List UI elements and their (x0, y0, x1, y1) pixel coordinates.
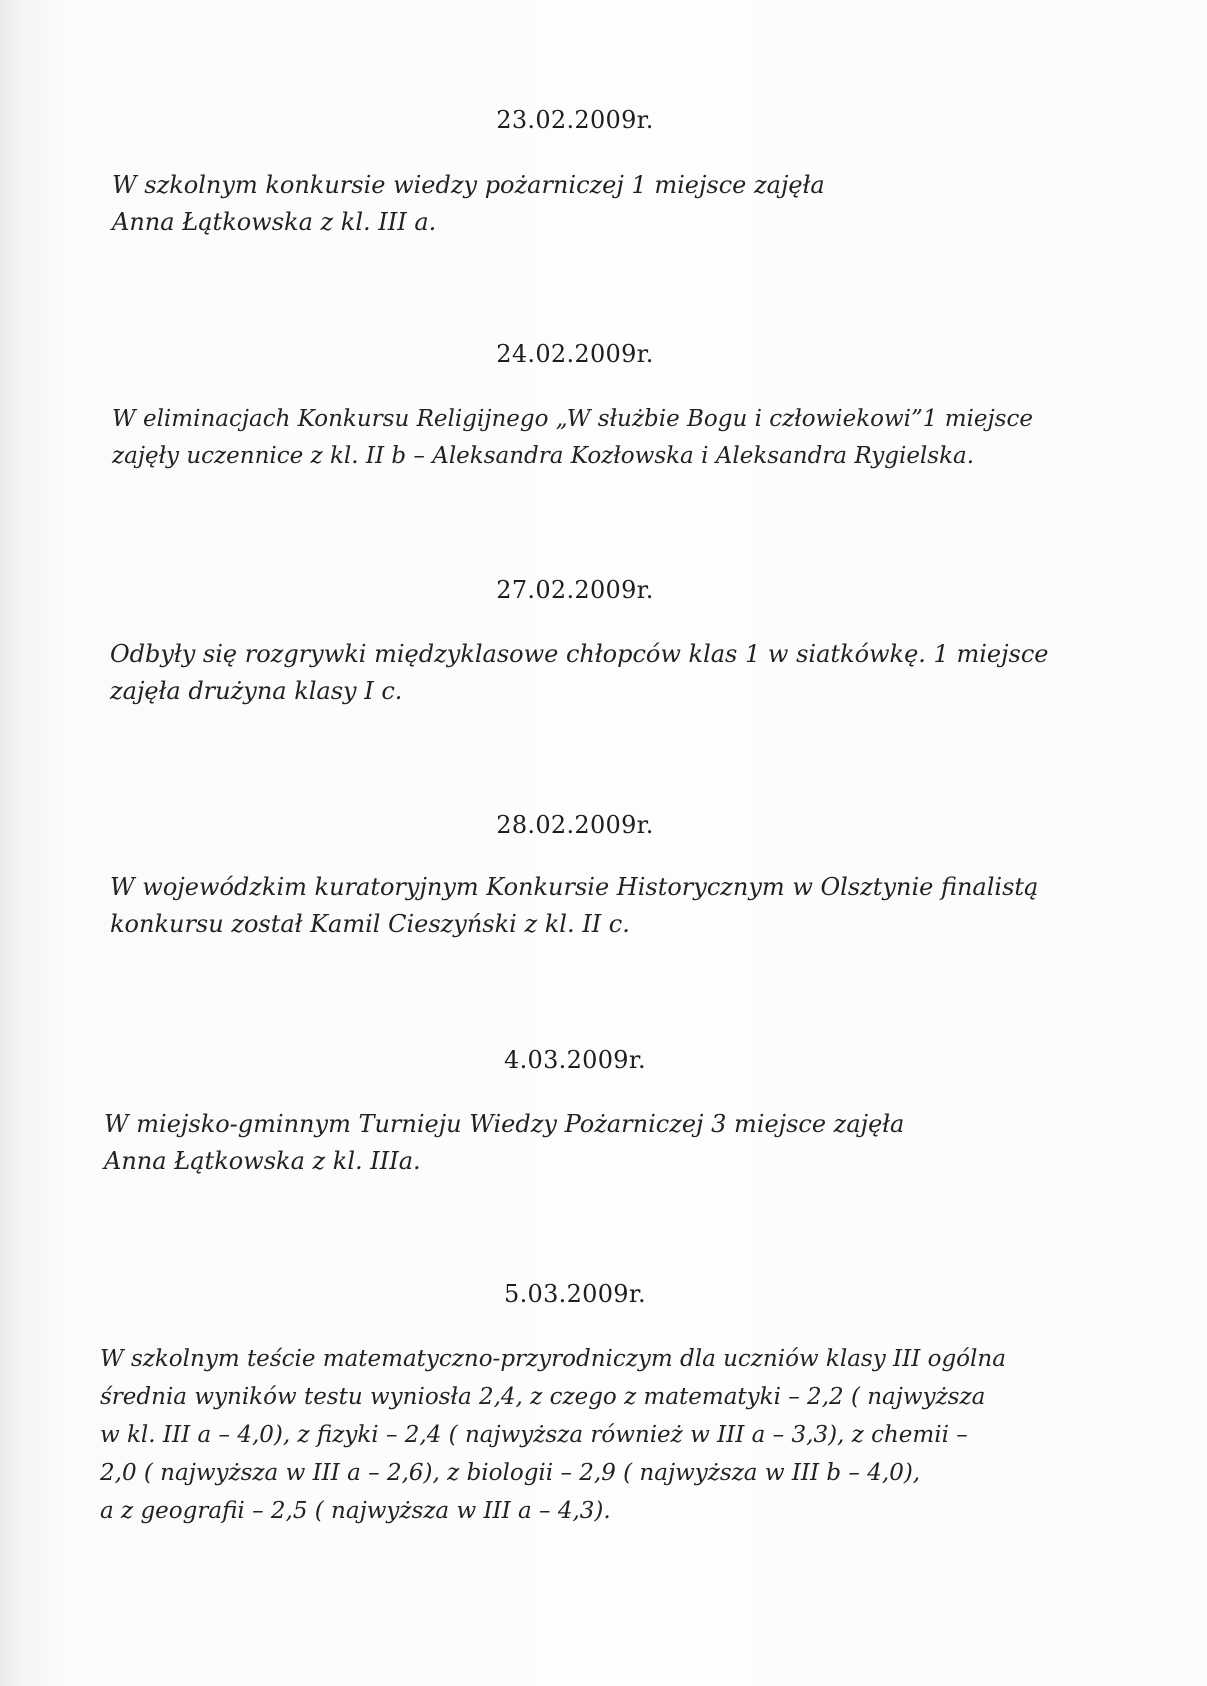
entry-line: w kl. III a – 4,0), z fizyki – 2,4 ( najwyższa również w III a – 3,3), z chemii – (100, 1422, 968, 1448)
entry-line: średnia wyników testu wyniosła 2,4, z czego z matematyki – 2,2 ( najwyższa (100, 1384, 986, 1410)
entry-text (112, 167, 825, 241)
entry-date: 24.02.2009r. (496, 340, 654, 368)
entry-line: a z geografii – 2,5 ( najwyższa w III a – 4,3). (100, 1498, 611, 1524)
entry-line: konkursu został Kamil Cieszyński z kl. II c. (110, 910, 630, 938)
entry-line: W miejsko-gminnym Turnieju Wiedzy Pożarniczej 3 miejsce zajęła (104, 1110, 905, 1138)
entry-line: 2,0 ( najwyższa w III a – 2,6), z biologii – 2,9 ( najwyższa w III b – 4,0), (100, 1460, 921, 1486)
entry-date: 4.03.2009r. (504, 1046, 646, 1074)
entry-text (100, 1340, 1006, 1530)
entry-line: Anna Łątkowska z kl. IIIa. (104, 1147, 421, 1175)
entry-line: zajęła drużyna klasy I c. (110, 677, 403, 705)
entry-date: 28.02.2009r. (496, 811, 654, 839)
entry-text (112, 401, 1033, 475)
entry-line: W szkolnym teście matematyczno-przyrodniczym dla uczniów klasy III ogólna (100, 1346, 1006, 1372)
entry-date: 5.03.2009r. (504, 1280, 646, 1308)
entry-line: W szkolnym konkursie wiedzy pożarniczej 1 miejsce zajęła (112, 171, 825, 199)
entry-date: 27.02.2009r. (496, 576, 654, 604)
entry-date: 23.02.2009r. (496, 106, 654, 134)
entry-line: Anna Łątkowska z kl. III a. (112, 208, 437, 236)
entry-line: zajęły uczennice z kl. II b – Aleksandra Kozłowska i Aleksandra Rygielska. (112, 443, 975, 469)
entry-line: W eliminacjach Konkursu Religijnego „W służbie Bogu i człowiekowi”1 miejsce (112, 406, 1033, 432)
entry-text (104, 1106, 904, 1180)
entry-line: W wojewódzkim kuratoryjnym Konkursie Historycznym w Olsztynie finalistą (110, 873, 1039, 901)
entry-text (110, 636, 1049, 710)
entry-line: Odbyły się rozgrywki międzyklasowe chłopców klas 1 w siatkówkę. 1 miejsce (110, 640, 1049, 668)
entry-text (110, 869, 1038, 943)
